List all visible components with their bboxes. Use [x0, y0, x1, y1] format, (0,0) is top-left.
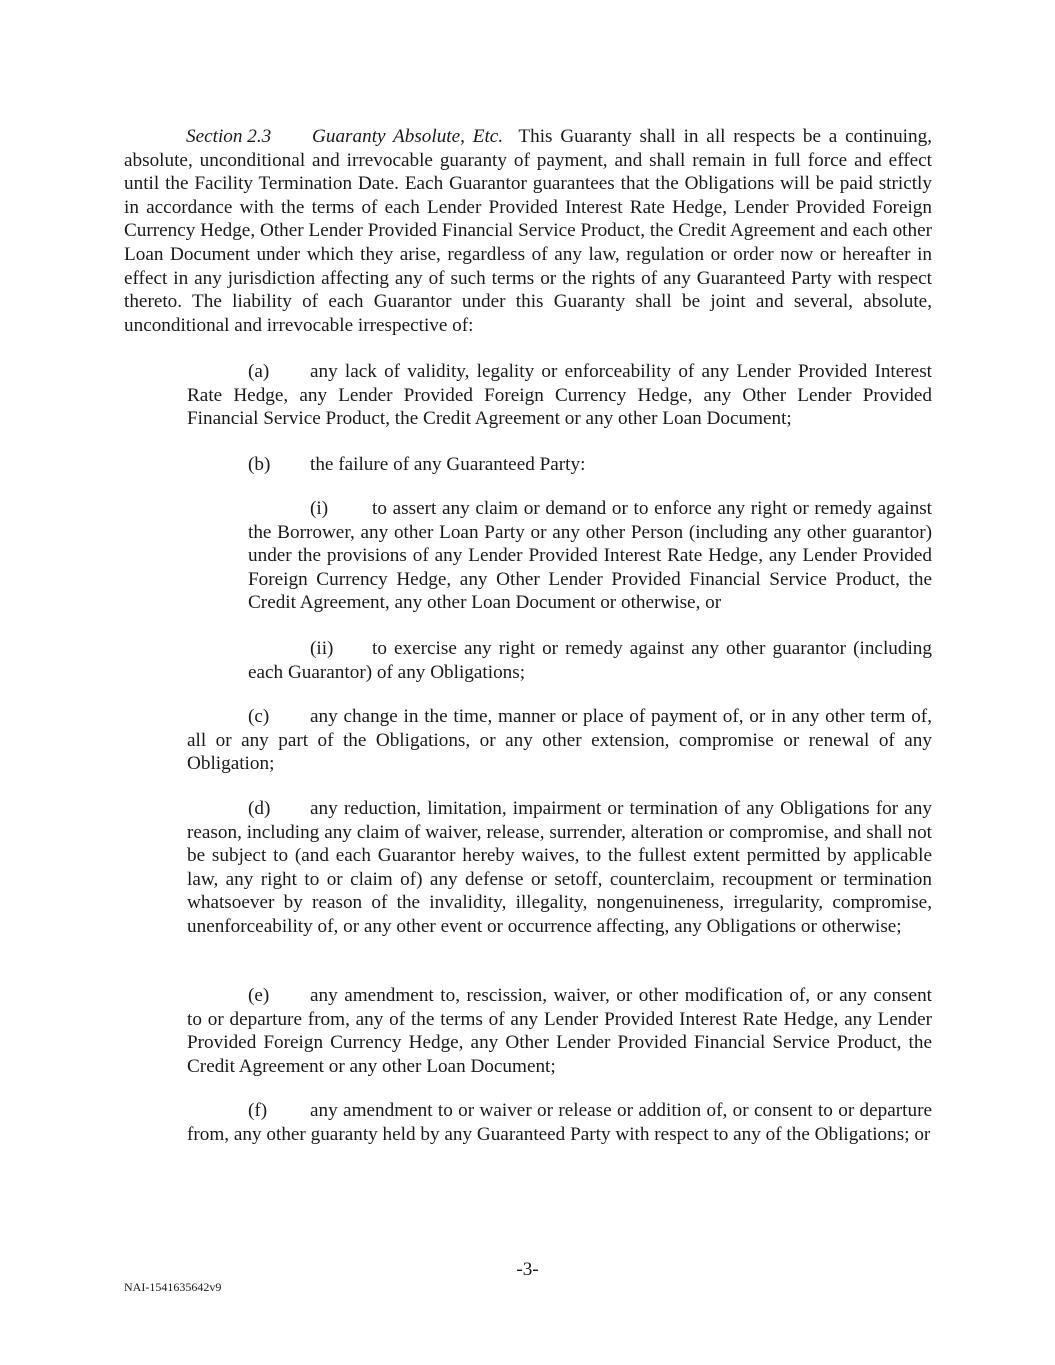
section-heading: Guaranty Absolute, Etc.: [312, 126, 504, 147]
clause-text: any reduction, limitation, impairment or termination of any Obligations for any reason, including any claim of waiver, release, surrender, alteration or compromise, and shall not be subject to (and each Guarantor hereby waives, to the fullest extent permitted by applicable law, any right to or claim of) any defense or setoff, counterclaim, recoupment or termination whatsoever by reason of the invalidity, illegality, nongenuineness, irregularity, compromise, unenforceability of, or any other event or occurrence affecting, any Obligations or otherwise;: [187, 798, 932, 937]
clause-label: (b): [248, 454, 271, 475]
clause-a: [187, 360, 932, 431]
subclause-label: (i): [310, 498, 329, 519]
clause-text: any amendment to or waiver or release or addition of, or consent to or departure from, any other guaranty held by any Guaranteed Party with respect to any of the Obligations; or: [187, 1100, 932, 1145]
clause-label: (d): [248, 798, 271, 819]
section-body: This Guaranty shall in all respects be a continuing, absolute, unconditional and irrevocable guaranty of payment, and shall remain in full force and effect until the Facility Termination Date. Each Guarantor guarantees that the Obligations will be paid strictly in accordance with the terms of each Lender Provided Interest Rate Hedge, Lender Provided Foreign Currency Hedge, Other Lender Provided Financial Service Product, the Credit Agreement and each other Loan Document under which they arise, regardless of any law, regulation or order now or hereafter in effect in any jurisdiction affecting any of such terms or the rights of any Guaranteed Party with respect thereto. The liability of each Guarantor under this Guaranty shall be joint and several, absolute, unconditional and irrevocable irrespective of:: [124, 126, 933, 336]
clause-d: [187, 797, 932, 939]
document-id: NAI-1541635642v9: [124, 1280, 222, 1294]
clause-c: [187, 705, 932, 776]
clause-text: any lack of validity, legality or enforceability of any Lender Provided Interest Rate Hedge, any Lender Provided Foreign Currency Hedge, any Other Lender Provided Financial Service Product, the Credit Agreement or any other Loan Document;: [187, 361, 932, 430]
clause-label: (e): [248, 985, 270, 1006]
clause-b: [187, 453, 932, 477]
clause-label: (a): [248, 361, 270, 382]
page-number: -3-: [516, 1259, 539, 1280]
clause-f: [187, 1099, 932, 1146]
clause-b-ii: [248, 637, 932, 684]
clause-text: the failure of any Guaranteed Party:: [310, 454, 586, 475]
clause-b-i: [248, 497, 932, 615]
subclause-text: to assert any claim or demand or to enforce any right or remedy against the Borrower, any other Loan Party or any other Person (including any other guarantor) under the provisions of any Lender Provided Interest Rate Hedge, any Lender Provided Foreign Currency Hedge, any Other Lender Provided Financial Service Product, the Credit Agreement, any other Loan Document or otherwise, or: [248, 498, 932, 614]
subclause-text: to exercise any right or remedy against any other guarantor (including each Guarantor) of any Obligations;: [248, 638, 932, 683]
clause-label: (f): [248, 1100, 268, 1121]
clause-label: (c): [248, 706, 270, 727]
clause-text: any change in the time, manner or place of payment of, or in any other term of, all or any part of the Obligations, or any other extension, compromise or renewal of any Obligation;: [187, 706, 932, 775]
section-2-3-paragraph: [124, 125, 932, 337]
subclause-label: (ii): [310, 638, 334, 659]
section-number: Section 2.3: [186, 126, 272, 147]
clause-e: [187, 984, 932, 1078]
section-gap: [503, 126, 518, 147]
clause-text: any amendment to, rescission, waiver, or other modification of, or any consent to or departure from, any of the terms of any Lender Provided Interest Rate Hedge, any Lender Provided Foreign Currency Hedge, any Other Lender Provided Financial Service Product, the Credit Agreement or any other Loan Document;: [187, 985, 932, 1077]
